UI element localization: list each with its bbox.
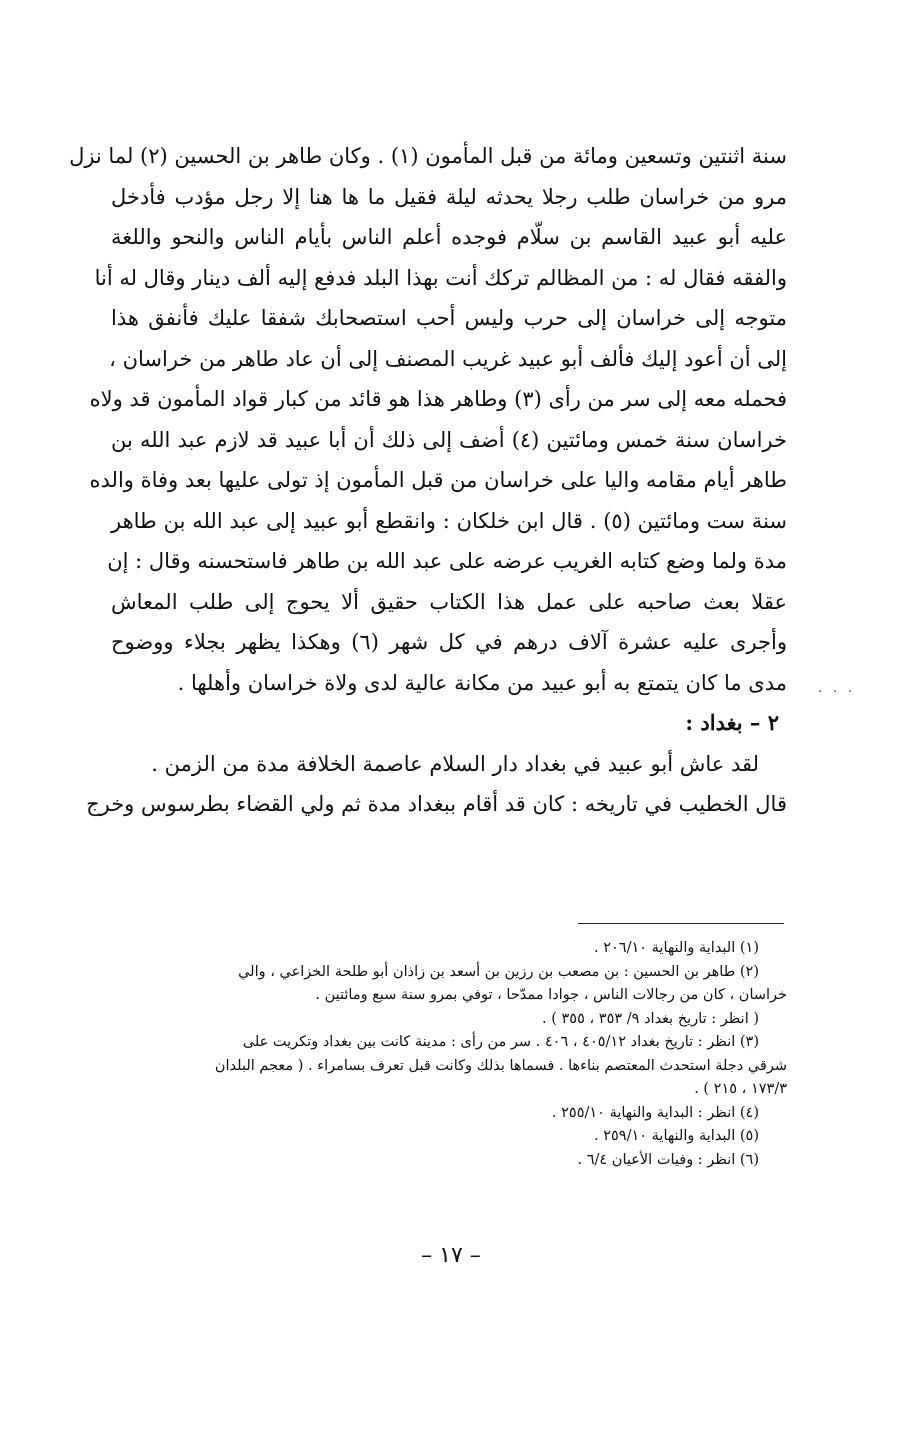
- footnote-continuation: شرقي دجلة استحدث المعتصم بناءها . فسماها بذلك وكانت قبل تعرف بسامراء . ( معجم البلدان: [214, 1057, 787, 1074]
- text-line: عقلا بعث صاحبه على عمل هذا الكتاب حقيق ألا يحوج إلى طلب المعاش: [111, 589, 787, 614]
- footnote-continuation: خراسان ، كان من رجالات الناس ، جوادا ممدّحا ، توفي بمرو سنة سبع ومائتين .: [315, 987, 787, 1003]
- text-line: لقد عاش أبو عبيد في بغداد دار السلام عاصمة الخلافة مدة من الزمن .: [151, 751, 759, 776]
- section-heading: ٢ – بغداد :: [685, 710, 779, 735]
- text-line: إلى أن أعود إليك فألف أبو عبيد غريب المصنف إلى أن عاد طاهر من خراسان ،: [109, 346, 787, 371]
- main-text: [69, 136, 788, 825]
- footnote-divider: [578, 923, 784, 924]
- page-number: – ١٧ –: [421, 1243, 481, 1268]
- text-line: عليه أبو عبيد القاسم بن سلّام فوجده أعلم الناس بأيام الناس والنحو واللغة: [111, 225, 787, 249]
- footnotes: [111, 937, 787, 1172]
- footnote: (٥) البداية والنهاية ٢٥٩/١٠ .: [593, 1128, 759, 1144]
- footnote-continuation: ١٧٣/٣ ، ٢١٥ ) .: [694, 1081, 787, 1097]
- text-line: مرو من خراسان طلب رجلا يحدثه ليلة فقيل ما ها هنا إلا رجل مؤدب فأدخل: [111, 184, 787, 209]
- footnote: (٦) انظر : وفيات الأعيان ٦/٤ .: [577, 1151, 759, 1168]
- text-line: طاهر أيام مقامه واليا على خراسان من قبل المأمون إذ تولى عليها بعد وفاة والده: [89, 468, 787, 492]
- text-line: مدى ما كان يتمتع به أبو عبيد من مكانة عالية لدى ولاة خراسان وأهلها .: [177, 670, 787, 695]
- text-line: وأجرى عليه عشرة آلاف درهم في كل شهر (٦) وهكذا يظهر بجلاء ووضوح: [111, 630, 788, 654]
- footnote: (٢) طاهر بن الحسين : بن مصعب بن رزين بن أسعد بن زاذان أبو طلحة الخزاعي ، والي: [238, 963, 759, 980]
- text-line: والفقه فقال له : من المظالم تركك أنت بهذا البلد فدفع إليه ألف دينار وقال له أنا: [94, 265, 787, 290]
- text-line: سنة اثنتين وتسعين ومائة من قبل المأمون (١) . وكان طاهر بن الحسين (٢) لما نزل: [69, 144, 787, 168]
- footnote: (١) البداية والنهاية ٢٠٦/١٠ .: [593, 940, 759, 956]
- text-line: مدة ولما وضع كتابه الغريب عرضه على عبد الله بن طاهر فاستحسنه وقال : إن: [107, 549, 787, 573]
- text-line: قال الخطيب في تاريخه : كان قد أقام ببغداد مدة ثم ولي القضاء بطرسوس وخرج: [86, 792, 787, 816]
- footnote: (٤) انظر : البداية والنهاية ٢٥٥/١٠ .: [551, 1104, 759, 1121]
- footnote: (٣) انظر : تاريخ بغداد ٤٠٥/١٢ ، ٤٠٦ . سر من رأى : مدينة كانت بين بغداد وتكريت على: [242, 1034, 759, 1050]
- margin-mark: · · ·: [818, 684, 856, 700]
- text-line: فحمله معه إلى سر من رأى (٣) وطاهر هذا هو قائد من كبار قواد المأمون قد ولاه: [89, 387, 787, 411]
- footnote-continuation: ( انظر : تاريخ بغداد ٩/ ٣٥٣ ، ٣٥٥ ) .: [542, 1010, 759, 1027]
- text-line: خراسان سنة خمس ومائتين (٤) أضف إلى ذلك أن أبا عبيد قد لازم عبد الله بن: [111, 427, 787, 452]
- text-line: سنة ست ومائتين (٥) . قال ابن خلكان : وانقطع أبو عبيد إلى عبد الله بن طاهر: [111, 508, 787, 533]
- text-line: متوجه إلى خراسان إلى حرب وليس أحب استصحابك شفقا عليك فأنفق هذا: [111, 306, 787, 330]
